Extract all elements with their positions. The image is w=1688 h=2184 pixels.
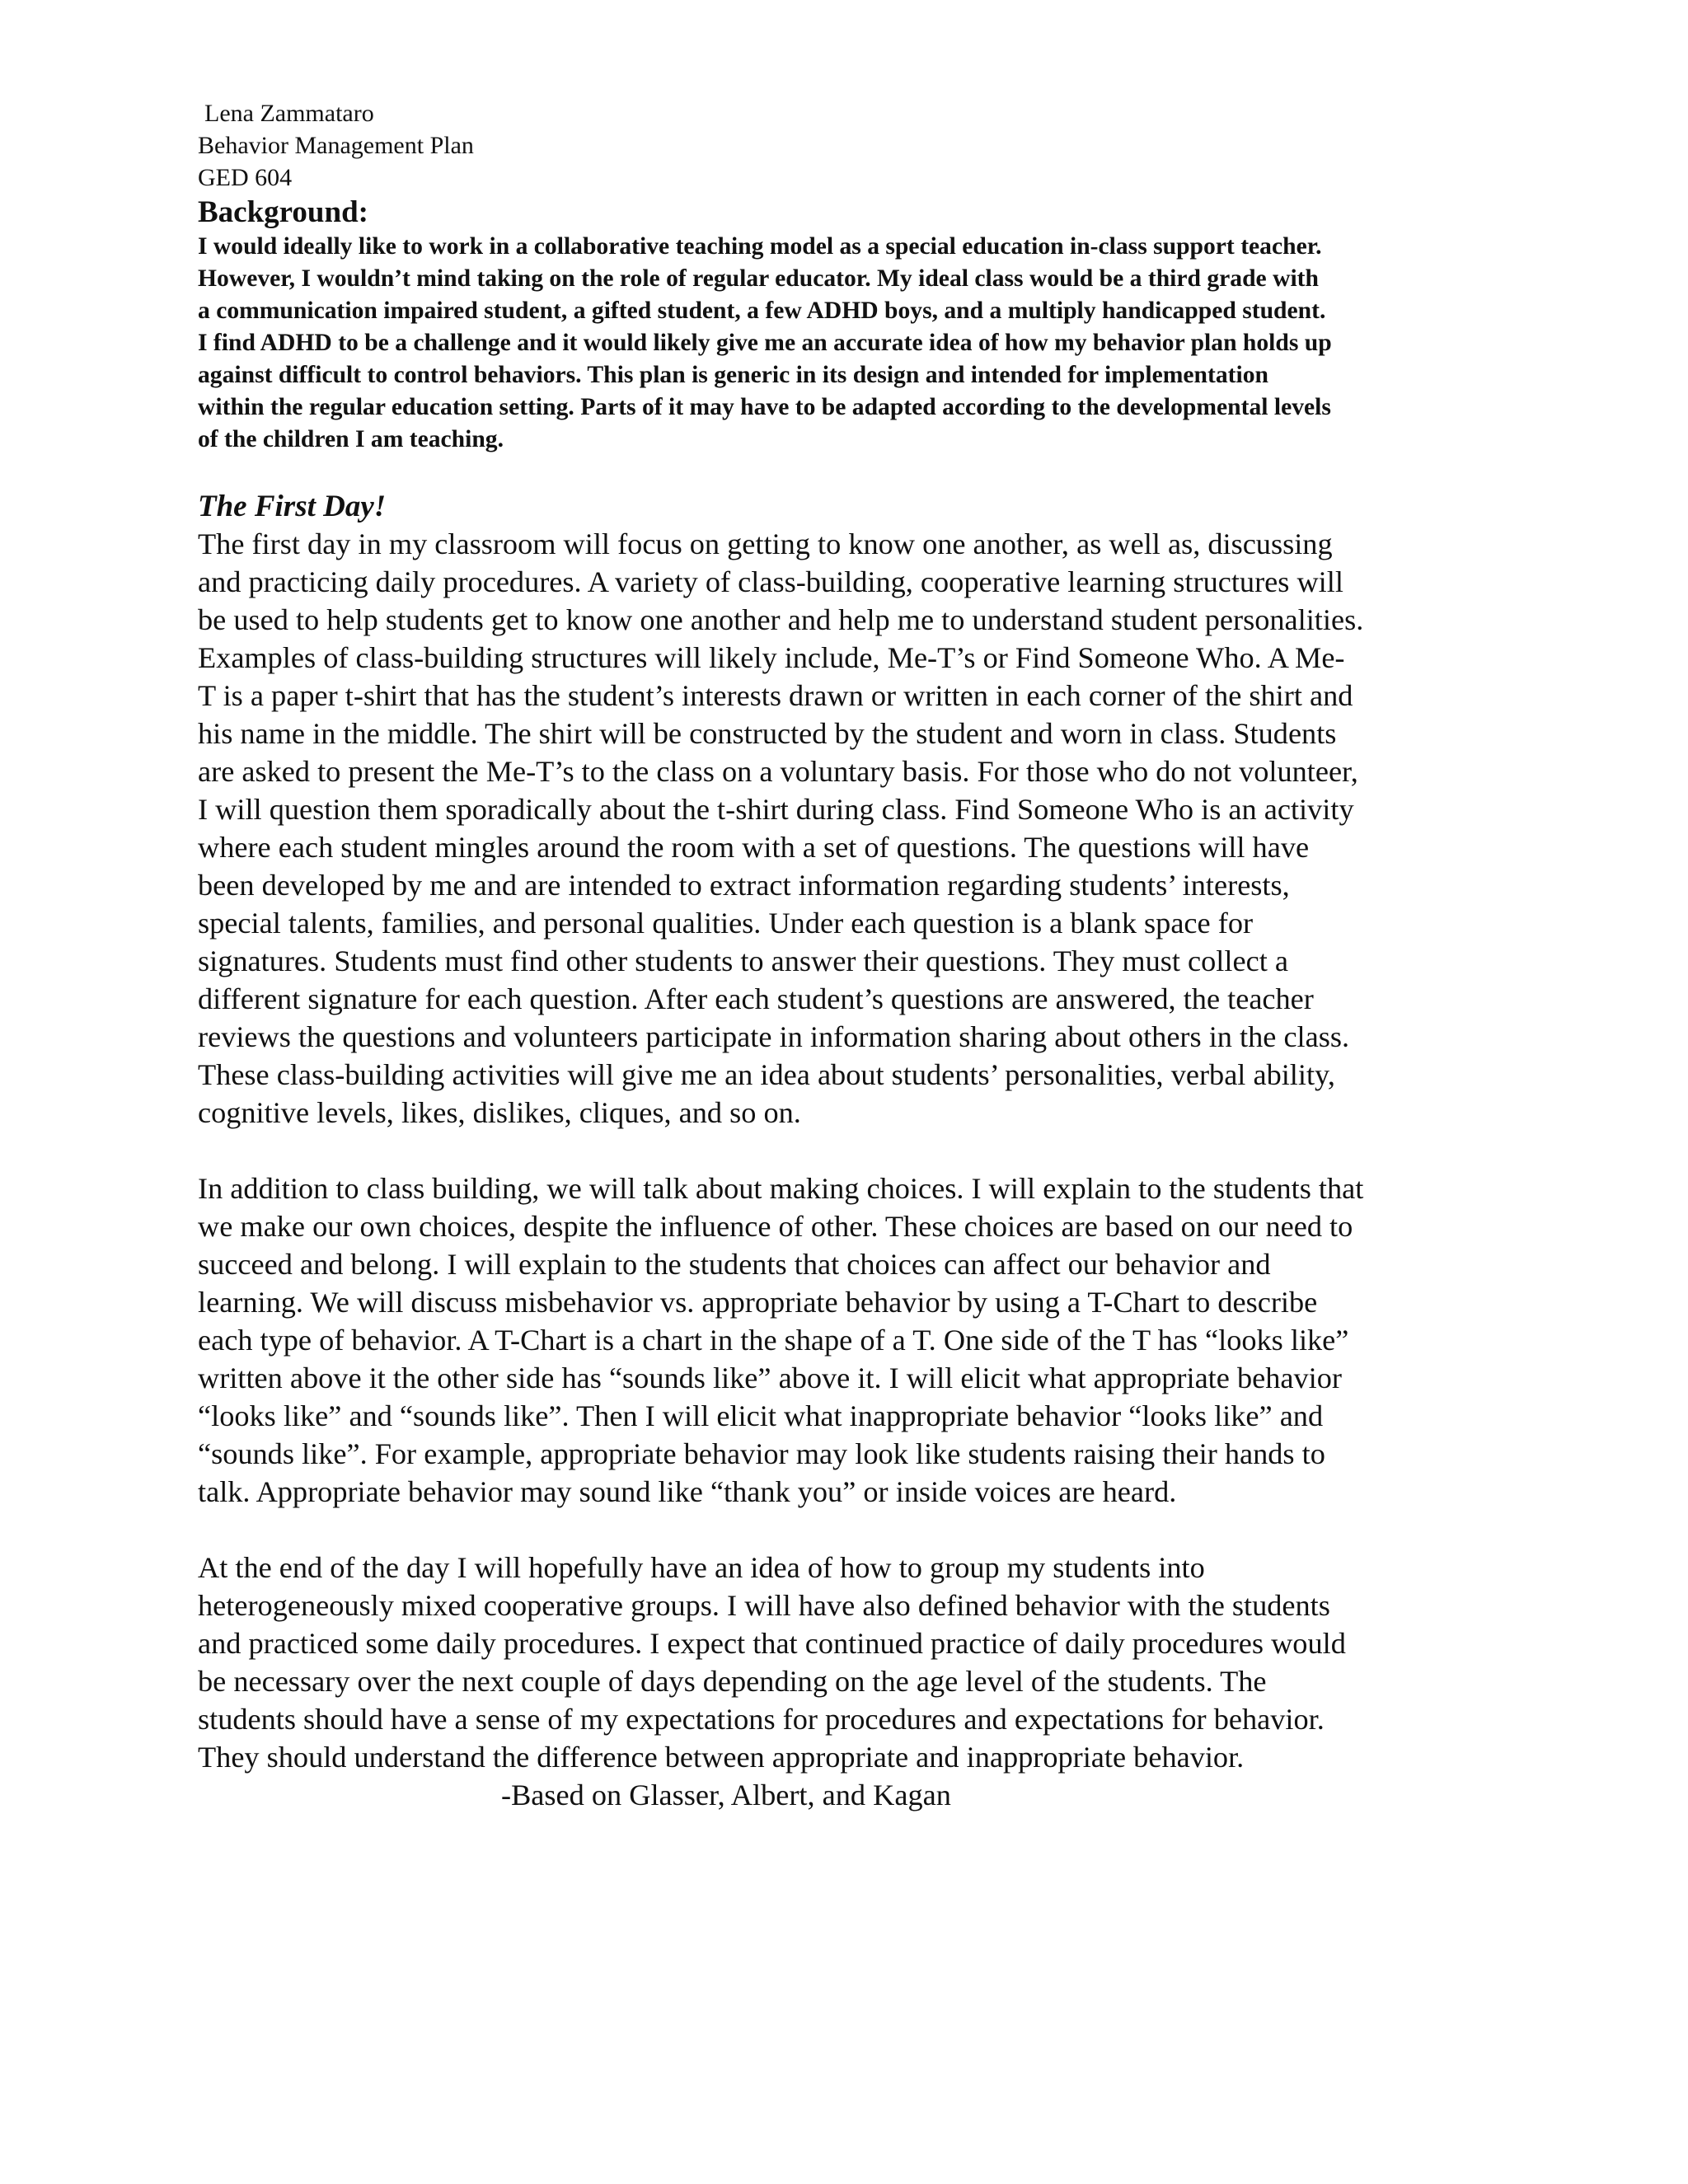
paragraph-line: we make our own choices, despite the influence of other. These choices are based on our need to	[198, 1210, 1353, 1243]
background-line: against difficult to control behaviors. This plan is generic in its design and intended for implementation	[198, 362, 1268, 388]
paragraph-line: been developed by me and are intended to extract information regarding students’ interests,	[198, 869, 1290, 902]
paragraph-line: T is a paper t-shirt that has the student’s interests drawn or written in each corner of the shirt and	[198, 679, 1353, 712]
first-day-paragraph-3	[198, 1549, 1500, 1776]
paragraph-line: succeed and belong. I will explain to the students that choices can affect our behavior and	[198, 1248, 1271, 1281]
first-day-paragraph-2	[198, 1169, 1500, 1511]
paragraph-line: and practicing daily procedures. A variety of class-building, cooperative learning structures will	[198, 565, 1343, 598]
paragraph-line: talk. Appropriate behavior may sound like “thank you” or inside voices are heard.	[198, 1475, 1177, 1508]
paragraph-line: “looks like” and “sounds like”. Then I will elicit what inappropriate behavior “looks like” and	[198, 1399, 1324, 1432]
paragraph-line: At the end of the day I will hopefully have an idea of how to group my students into	[198, 1551, 1205, 1584]
author-name: Lena Zammataro	[204, 100, 374, 127]
paragraph-line: “sounds like”. For example, appropriate behavior may look like students raising their hands to	[198, 1437, 1325, 1470]
paragraph-line: are asked to present the Me-T’s to the class on a voluntary basis. For those who do not volunteer,	[198, 755, 1358, 788]
attribution: -Based on Glasser, Albert, and Kagan	[501, 1779, 951, 1811]
paragraph-line: In addition to class building, we will talk about making choices. I will explain to the students that	[198, 1172, 1364, 1205]
paragraph-line: special talents, families, and personal qualities. Under each question is a blank space for	[198, 907, 1254, 940]
paragraph-line: reviews the questions and volunteers participate in information sharing about others in the class.	[198, 1020, 1350, 1053]
first-day-heading: The First Day!	[198, 490, 387, 523]
paragraph-line: be necessary over the next couple of days depending on the age level of the students. The	[198, 1665, 1267, 1698]
document-page	[198, 97, 1500, 1814]
paragraph-line: each type of behavior. A T-Chart is a chart in the shape of a T. One side of the T has “looks like”	[198, 1324, 1349, 1357]
paragraph-spacer	[198, 1132, 1500, 1169]
paragraph-line: be used to help students get to know one another and help me to understand student personalities.	[198, 603, 1364, 636]
background-heading: Background:	[198, 195, 368, 229]
paragraph-line: learning. We will discuss misbehavior vs. appropriate behavior by using a T-Chart to describe	[198, 1286, 1318, 1319]
paragraph-line: students should have a sense of my expectations for procedures and expectations for behavior.	[198, 1703, 1325, 1736]
background-line: a communication impaired student, a gifted student, a few ADHD boys, and a multiply handicapped student.	[198, 298, 1326, 324]
background-line: of the children I am teaching.	[198, 426, 504, 452]
paragraph-line: signatures. Students must find other students to answer their questions. They must collect a	[198, 944, 1288, 977]
background-line: within the regular education setting. Parts of it may have to be adapted according to the developmental levels	[198, 394, 1331, 420]
paragraph-line: and practiced some daily procedures. I expect that continued practice of daily procedures would	[198, 1627, 1346, 1660]
first-day-paragraph-1	[198, 525, 1500, 1132]
paragraph-line: Examples of class-building structures will likely include, Me-T’s or Find Someone Who. A Me-	[198, 641, 1345, 674]
paragraph-spacer	[198, 1511, 1500, 1549]
background-line: I find ADHD to be a challenge and it would likely give me an accurate idea of how my behavior plan holds up	[198, 330, 1332, 356]
paragraph-line: his name in the middle. The shirt will be constructed by the student and worn in class. Students	[198, 717, 1337, 750]
paragraph-line: I will question them sporadically about the t-shirt during class. Find Someone Who is an activity	[198, 793, 1354, 826]
paragraph-line: written above it the other side has “sounds like” above it. I will elicit what appropriate behavior	[198, 1361, 1342, 1394]
course-code: GED 604	[198, 164, 293, 191]
paragraph-line: These class-building activities will give me an idea about students’ personalities, verbal ability,	[198, 1058, 1335, 1091]
background-line: However, I wouldn’t mind taking on the role of regular educator. My ideal class would be a third grade with	[198, 265, 1319, 292]
paragraph-line: The first day in my classroom will focus on getting to know one another, as well as, discussing	[198, 527, 1333, 560]
background-paragraph	[198, 231, 1500, 456]
paragraph-line: where each student mingles around the room with a set of questions. The questions will have	[198, 831, 1310, 864]
background-line: I would ideally like to work in a collaborative teaching model as a special education in-class support teacher.	[198, 233, 1322, 260]
paragraph-line: cognitive levels, likes, dislikes, cliques, and so on.	[198, 1096, 801, 1129]
document-title: Behavior Management Plan	[198, 132, 474, 159]
paragraph-line: different signature for each question. After each student’s questions are answered, the teacher	[198, 982, 1314, 1015]
paragraph-line: heterogeneously mixed cooperative groups. I will have also defined behavior with the students	[198, 1589, 1330, 1622]
paragraph-line: They should understand the difference between appropriate and inappropriate behavior.	[198, 1741, 1245, 1774]
